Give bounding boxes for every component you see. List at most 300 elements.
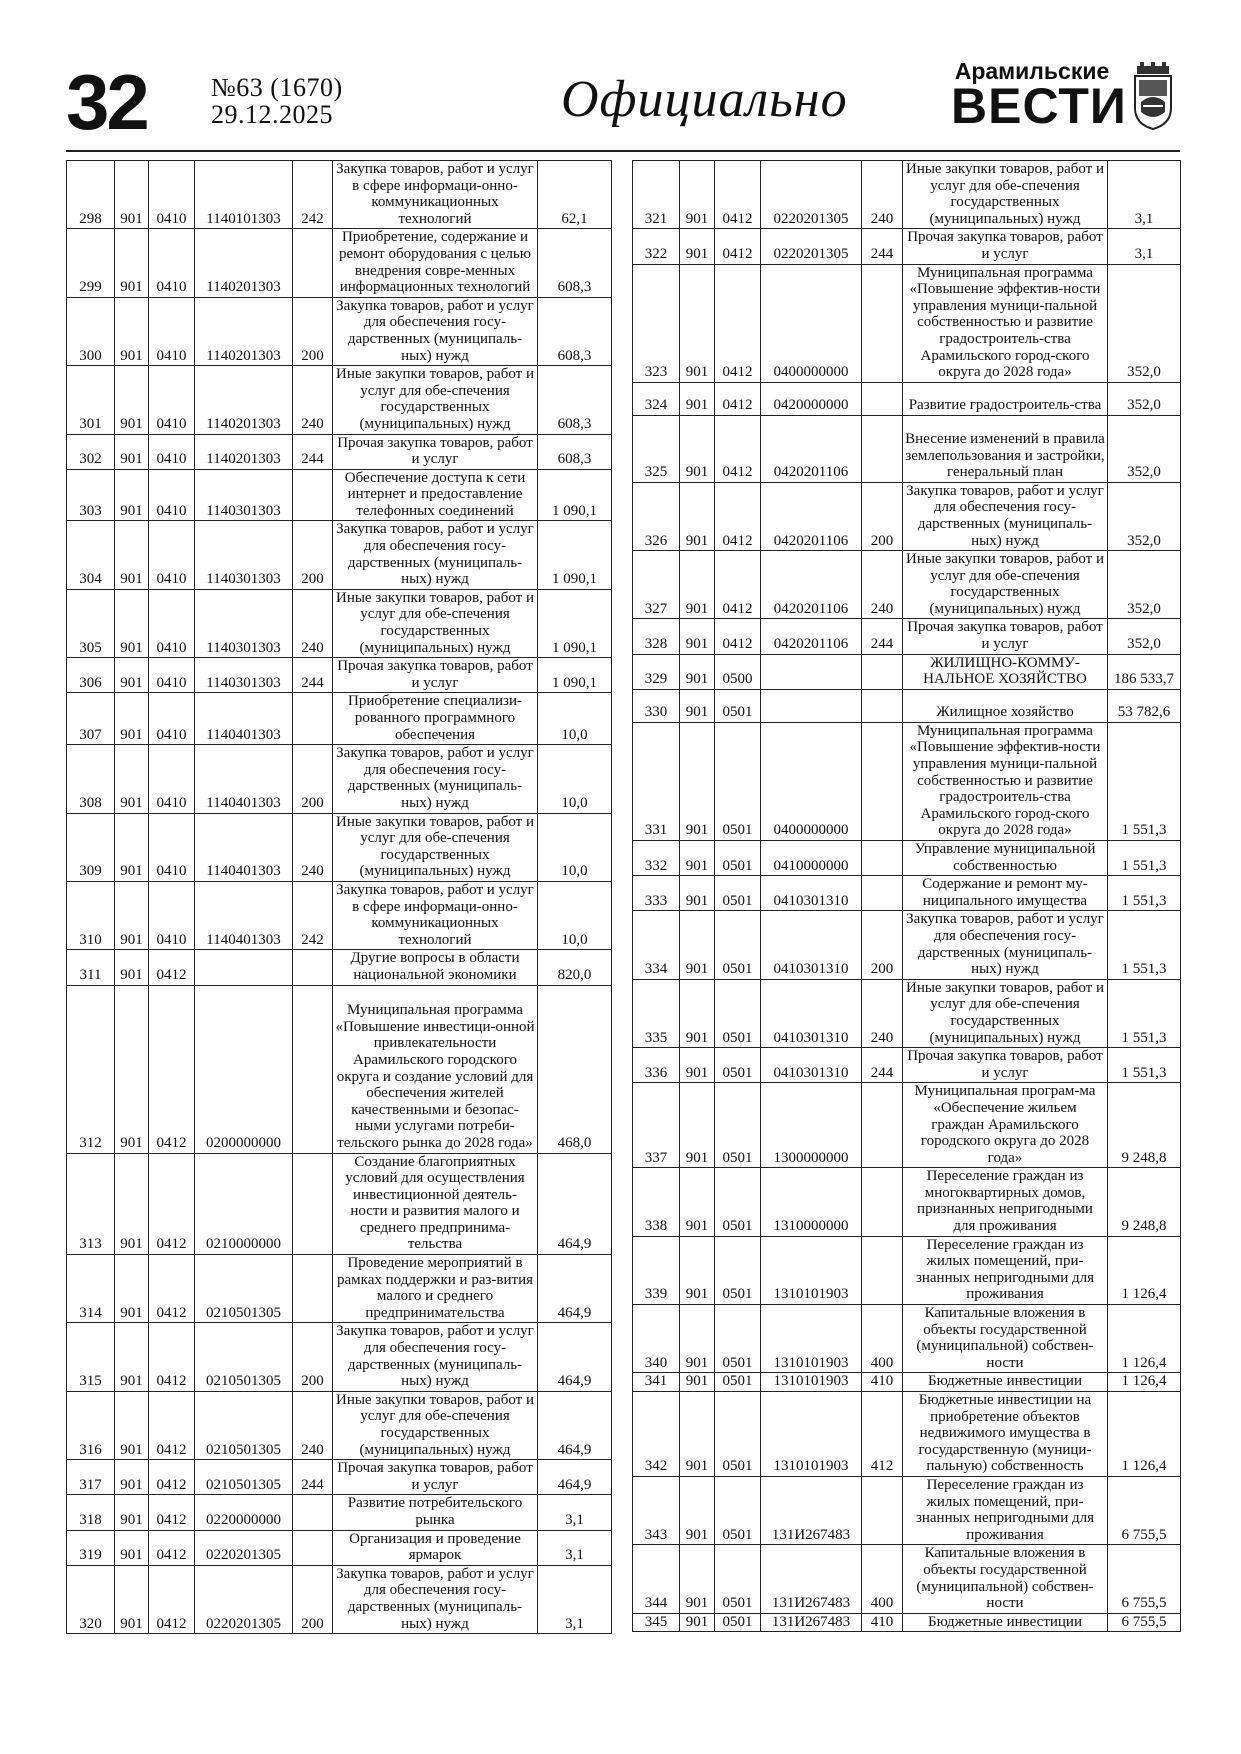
row-number: 317 <box>67 1460 115 1495</box>
target-code: 1310000000 <box>761 1168 862 1236</box>
target-code <box>195 950 293 985</box>
expense-type-code: 400 <box>862 1305 903 1373</box>
expense-type-code: 244 <box>293 658 333 693</box>
org-code: 901 <box>680 619 715 654</box>
amount: 1 126,4 <box>1108 1305 1181 1373</box>
expense-type-code: 200 <box>293 521 333 589</box>
amount: 820,0 <box>538 950 612 985</box>
item-name: Прочая закупка товаров, работ и услуг <box>333 434 538 469</box>
org-code: 901 <box>115 1391 149 1459</box>
section-code: 0412 <box>149 1530 195 1565</box>
section-code: 0410 <box>149 745 195 813</box>
amount: 1 126,4 <box>1108 1373 1181 1392</box>
amount: 1 090,1 <box>538 521 612 589</box>
amount: 1 126,4 <box>1108 1236 1181 1304</box>
amount: 1 126,4 <box>1108 1392 1181 1477</box>
page-number: 32 <box>66 58 147 146</box>
budget-table-left <box>66 160 612 1634</box>
table-row <box>67 1530 612 1565</box>
table-row <box>67 658 612 693</box>
row-number: 320 <box>67 1565 115 1633</box>
expense-type-code <box>862 264 903 382</box>
target-code: 131И267483 <box>761 1545 862 1613</box>
org-code: 901 <box>680 482 715 550</box>
target-code: 0420201106 <box>761 551 862 619</box>
section-code: 0501 <box>715 1373 761 1392</box>
item-name: Закупка товаров, работ и услуг для обеспечения госу-дарственных (муниципаль-ных) нужд <box>333 745 538 813</box>
target-code: 0400000000 <box>761 264 862 382</box>
section-code: 0412 <box>149 1565 195 1633</box>
section-code: 0501 <box>715 1048 761 1083</box>
table-row <box>633 229 1181 264</box>
expense-type-code <box>862 876 903 911</box>
target-code: 1140201303 <box>195 297 293 365</box>
amount: 1 551,3 <box>1108 876 1181 911</box>
amount: 464,9 <box>538 1460 612 1495</box>
item-name: Капитальные вложения в объекты государственной (муниципальной) собствен-ности <box>903 1545 1108 1613</box>
org-code: 901 <box>680 1392 715 1477</box>
org-code: 901 <box>680 979 715 1047</box>
target-code: 0220000000 <box>195 1495 293 1530</box>
item-name: Прочая закупка товаров, работ и услуг <box>333 1460 538 1495</box>
amount: 352,0 <box>1108 482 1181 550</box>
amount: 1 090,1 <box>538 658 612 693</box>
org-code: 901 <box>680 722 715 840</box>
amount: 186 533,7 <box>1108 654 1181 689</box>
row-number: 332 <box>633 841 680 876</box>
table-row <box>67 589 612 657</box>
table-row <box>67 985 612 1153</box>
table-row <box>633 1048 1181 1083</box>
table-row <box>67 521 612 589</box>
table-row <box>67 813 612 881</box>
row-number: 314 <box>67 1255 115 1323</box>
item-name: Иные закупки товаров, работ и услуг для обе-спечения государственных (муниципальных) нужд <box>903 161 1108 229</box>
target-code: 1140201303 <box>195 229 293 297</box>
expense-type-code: 410 <box>862 1373 903 1392</box>
org-code: 901 <box>115 1565 149 1633</box>
target-code: 1140301303 <box>195 469 293 521</box>
row-number: 321 <box>633 161 680 229</box>
org-code: 901 <box>680 876 715 911</box>
section-code: 0412 <box>149 1391 195 1459</box>
section-code: 0410 <box>149 693 195 745</box>
org-code: 901 <box>680 1613 715 1632</box>
item-name: Прочая закупка товаров, работ и услуг <box>903 229 1108 264</box>
row-number: 301 <box>67 366 115 434</box>
item-name: Муниципальная программа «Повышение эффектив-ности управления муници-пальной собственностью и развитие градостроитель-ства Арамильского город-ского округа до 2028 года» <box>903 264 1108 382</box>
target-code: 0400000000 <box>761 722 862 840</box>
target-code: 1310101903 <box>761 1392 862 1477</box>
section-code: 0501 <box>715 689 761 722</box>
item-name: Иные закупки товаров, работ и услуг для обе-спечения государственных (муниципальных) нужд <box>333 1391 538 1459</box>
amount: 352,0 <box>1108 415 1181 482</box>
org-code: 901 <box>115 745 149 813</box>
org-code: 901 <box>115 161 149 229</box>
item-name: Развитие градостроитель-ства <box>903 382 1108 415</box>
section-code: 0410 <box>149 589 195 657</box>
org-code: 901 <box>115 297 149 365</box>
expense-type-code: 244 <box>293 1460 333 1495</box>
org-code: 901 <box>680 1545 715 1613</box>
section-code: 0501 <box>715 1083 761 1168</box>
org-code: 901 <box>680 551 715 619</box>
section-code: 0412 <box>149 1153 195 1255</box>
row-number: 316 <box>67 1391 115 1459</box>
org-code: 901 <box>115 434 149 469</box>
section-code: 0412 <box>715 415 761 482</box>
expense-type-code <box>862 654 903 689</box>
table-row <box>67 1153 612 1255</box>
target-code: 1140301303 <box>195 521 293 589</box>
org-code: 901 <box>115 881 149 949</box>
section-code: 0412 <box>715 551 761 619</box>
org-code: 901 <box>115 1530 149 1565</box>
expense-type-code: 240 <box>293 813 333 881</box>
table-row <box>633 382 1181 415</box>
item-name: ЖИЛИЩНО-КОММУ-НАЛЬНОЕ ХОЗЯЙСТВО <box>903 654 1108 689</box>
amount: 62,1 <box>538 161 612 229</box>
item-name: Иные закупки товаров, работ и услуг для обе-спечения государственных (муниципальных) нужд <box>903 551 1108 619</box>
coat-of-arms-icon <box>1131 62 1175 130</box>
table-row <box>633 722 1181 840</box>
expense-type-code: 240 <box>862 551 903 619</box>
amount: 3,1 <box>538 1565 612 1633</box>
target-code: 0410301310 <box>761 979 862 1047</box>
expense-type-code: 200 <box>293 297 333 365</box>
amount: 464,9 <box>538 1255 612 1323</box>
table-row <box>633 161 1181 229</box>
section-code: 0412 <box>149 950 195 985</box>
row-number: 338 <box>633 1168 680 1236</box>
expense-type-code <box>862 382 903 415</box>
amount: 10,0 <box>538 693 612 745</box>
org-code: 901 <box>115 469 149 521</box>
section-code: 0412 <box>715 229 761 264</box>
row-number: 311 <box>67 950 115 985</box>
row-number: 303 <box>67 469 115 521</box>
row-number: 342 <box>633 1392 680 1477</box>
section-code: 0412 <box>149 1495 195 1530</box>
org-code: 901 <box>115 1255 149 1323</box>
table-row <box>67 1323 612 1391</box>
section-code: 0412 <box>149 1460 195 1495</box>
expense-type-code: 400 <box>862 1545 903 1613</box>
section-code: 0501 <box>715 1545 761 1613</box>
target-code: 1140301303 <box>195 589 293 657</box>
expense-type-code: 200 <box>293 1323 333 1391</box>
target-code: 1140201303 <box>195 366 293 434</box>
org-code: 901 <box>680 1083 715 1168</box>
target-code: 1140401303 <box>195 745 293 813</box>
item-name: Организация и проведение ярмарок <box>333 1530 538 1565</box>
target-code: 131И267483 <box>761 1613 862 1632</box>
header-rule <box>66 150 1180 152</box>
amount: 1 551,3 <box>1108 841 1181 876</box>
item-name: Прочая закупка товаров, работ и услуг <box>333 658 538 693</box>
org-code: 901 <box>115 1460 149 1495</box>
row-number: 344 <box>633 1545 680 1613</box>
expense-type-code: 240 <box>862 979 903 1047</box>
brand-name-top: Арамильские <box>954 58 1110 84</box>
row-number: 333 <box>633 876 680 911</box>
org-code: 901 <box>115 1153 149 1255</box>
section-code: 0412 <box>149 1323 195 1391</box>
amount: 352,0 <box>1108 551 1181 619</box>
table-row <box>633 1168 1181 1236</box>
expense-type-code <box>293 1530 333 1565</box>
section-code: 0410 <box>149 229 195 297</box>
amount: 3,1 <box>538 1530 612 1565</box>
section-code: 0501 <box>715 979 761 1047</box>
org-code: 901 <box>680 229 715 264</box>
item-name: Создание благоприятных условий для осуществления инвестиционной деятель-ности и развития малого и среднего предпринима-тельства <box>333 1153 538 1255</box>
org-code: 901 <box>115 1495 149 1530</box>
table-row <box>633 1613 1181 1632</box>
org-code: 901 <box>680 1048 715 1083</box>
row-number: 345 <box>633 1613 680 1632</box>
table-row <box>633 1392 1181 1477</box>
table-row <box>633 654 1181 689</box>
org-code: 901 <box>680 161 715 229</box>
expense-type-code <box>862 722 903 840</box>
table-row <box>633 1545 1181 1613</box>
table-row <box>67 950 612 985</box>
item-name: Иные закупки товаров, работ и услуг для обе-спечения государственных (муниципальных) нужд <box>333 813 538 881</box>
expense-type-code: 244 <box>862 1048 903 1083</box>
row-number: 306 <box>67 658 115 693</box>
section-code: 0410 <box>149 521 195 589</box>
org-code: 901 <box>680 841 715 876</box>
issue-date: 29.12.2025 <box>211 100 333 129</box>
target-code: 1140401303 <box>195 881 293 949</box>
row-number: 330 <box>633 689 680 722</box>
target-code: 0420000000 <box>761 382 862 415</box>
row-number: 324 <box>633 382 680 415</box>
section-code: 0410 <box>149 881 195 949</box>
item-name: Иные закупки товаров, работ и услуг для обе-спечения государственных (муниципальных) нужд <box>903 979 1108 1047</box>
table-row <box>67 881 612 949</box>
section-code: 0501 <box>715 1305 761 1373</box>
item-name: Иные закупки товаров, работ и услуг для обе-спечения государственных (муниципальных) нужд <box>333 589 538 657</box>
table-row <box>67 1255 612 1323</box>
item-name: Закупка товаров, работ и услуг для обеспечения госу-дарственных (муниципаль-ных) нужд <box>903 482 1108 550</box>
row-number: 336 <box>633 1048 680 1083</box>
target-code: 0210000000 <box>195 1153 293 1255</box>
row-number: 310 <box>67 881 115 949</box>
target-code: 0420201106 <box>761 482 862 550</box>
expense-type-code <box>293 469 333 521</box>
section-code: 0410 <box>149 297 195 365</box>
row-number: 328 <box>633 619 680 654</box>
target-code: 0210501305 <box>195 1391 293 1459</box>
amount: 6 755,5 <box>1108 1545 1181 1613</box>
item-name: Закупка товаров, работ и услуг в сфере информаци-онно-коммуникационных технологий <box>333 881 538 949</box>
target-code: 1140401303 <box>195 813 293 881</box>
table-row <box>633 415 1181 482</box>
row-number: 329 <box>633 654 680 689</box>
org-code: 901 <box>115 366 149 434</box>
row-number: 337 <box>633 1083 680 1168</box>
item-name: Закупка товаров, работ и услуг для обеспечения госу-дарственных (муниципаль-ных) нужд <box>333 297 538 365</box>
table-row <box>67 1495 612 1530</box>
amount: 6 755,5 <box>1108 1613 1181 1632</box>
section-code: 0410 <box>149 658 195 693</box>
amount: 9 248,8 <box>1108 1083 1181 1168</box>
item-name: Бюджетные инвестиции <box>903 1613 1108 1632</box>
amount: 10,0 <box>538 813 612 881</box>
amount: 1 551,3 <box>1108 979 1181 1047</box>
amount: 1 551,3 <box>1108 1048 1181 1083</box>
row-number: 318 <box>67 1495 115 1530</box>
org-code: 901 <box>680 1373 715 1392</box>
section-code: 0501 <box>715 911 761 979</box>
section-code: 0501 <box>715 1168 761 1236</box>
table-row <box>633 911 1181 979</box>
item-name: Бюджетные инвестиции <box>903 1373 1108 1392</box>
row-number: 308 <box>67 745 115 813</box>
section-code: 0412 <box>149 985 195 1153</box>
org-code: 901 <box>115 985 149 1153</box>
item-name: Закупка товаров, работ и услуг в сфере информаци-онно-коммуникационных технологий <box>333 161 538 229</box>
amount: 608,3 <box>538 434 612 469</box>
amount: 464,9 <box>538 1391 612 1459</box>
target-code: 0410000000 <box>761 841 862 876</box>
item-name: Муниципальная программа «Повышение инвестици-онной привлекательности Арамильского городского округа и создание условий для обеспечения жителей качественными и безопас-ными услугами потреби-тельского рынка до 2028 года» <box>333 985 538 1153</box>
expense-type-code: 200 <box>293 1565 333 1633</box>
org-code: 901 <box>115 813 149 881</box>
target-code: 1310101903 <box>761 1373 862 1392</box>
amount: 6 755,5 <box>1108 1476 1181 1544</box>
amount: 53 782,6 <box>1108 689 1181 722</box>
target-code: 1140101303 <box>195 161 293 229</box>
row-number: 313 <box>67 1153 115 1255</box>
amount: 1 090,1 <box>538 469 612 521</box>
row-number: 335 <box>633 979 680 1047</box>
expense-type-code <box>862 841 903 876</box>
item-name: Переселение граждан из жилых помещений, при-знанных непригодными для проживания <box>903 1236 1108 1304</box>
item-name: Жилищное хозяйство <box>903 689 1108 722</box>
section-code: 0412 <box>715 482 761 550</box>
table-row <box>67 161 612 229</box>
amount: 3,1 <box>1108 161 1181 229</box>
section-code: 0410 <box>149 469 195 521</box>
expense-type-code: 242 <box>293 881 333 949</box>
item-name: Внесение изменений в правила землепользования и застройки, генеральный план <box>903 415 1108 482</box>
org-code: 901 <box>680 264 715 382</box>
budget-table-right <box>632 160 1181 1632</box>
section-code: 0501 <box>715 1236 761 1304</box>
row-number: 326 <box>633 482 680 550</box>
section-code: 0501 <box>715 1613 761 1632</box>
item-name: Муниципальная программа «Повышение эффектив-ности управления муници-пальной собственностью и развитие градостроитель-ства Арамильского город-ского округа до 2028 года» <box>903 722 1108 840</box>
row-number: 299 <box>67 229 115 297</box>
org-code: 901 <box>680 382 715 415</box>
table-row <box>633 551 1181 619</box>
section-code: 0410 <box>149 366 195 434</box>
org-code: 901 <box>115 521 149 589</box>
target-code: 1140401303 <box>195 693 293 745</box>
item-name: Капитальные вложения в объекты государственной (муниципальной) собствен-ности <box>903 1305 1108 1373</box>
org-code: 901 <box>680 654 715 689</box>
org-code: 901 <box>115 1323 149 1391</box>
item-name: Прочая закупка товаров, работ и услуг <box>903 619 1108 654</box>
table-row <box>633 264 1181 382</box>
table-row <box>67 469 612 521</box>
amount: 464,9 <box>538 1153 612 1255</box>
target-code: 0410301310 <box>761 876 862 911</box>
item-name: Иные закупки товаров, работ и услуг для обе-спечения государственных (муниципальных) нужд <box>333 366 538 434</box>
table-row <box>67 434 612 469</box>
amount: 468,0 <box>538 985 612 1153</box>
target-code: 0420201106 <box>761 619 862 654</box>
item-name: Закупка товаров, работ и услуг для обеспечения госу-дарственных (муниципаль-ных) нужд <box>333 1323 538 1391</box>
target-code: 1300000000 <box>761 1083 862 1168</box>
item-name: Проведение мероприятий в рамках поддержки и раз-вития малого и среднего предпринимательства <box>333 1255 538 1323</box>
table-row <box>67 745 612 813</box>
table-row <box>67 297 612 365</box>
amount: 1 551,3 <box>1108 722 1181 840</box>
item-name: Приобретение, содержание и ремонт оборудования с целью внедрения совре-менных информационных технологий <box>333 229 538 297</box>
target-code: 1310101903 <box>761 1305 862 1373</box>
expense-type-code <box>293 229 333 297</box>
row-number: 322 <box>633 229 680 264</box>
expense-type-code <box>293 985 333 1153</box>
target-code: 1140201303 <box>195 434 293 469</box>
section-code: 0501 <box>715 876 761 911</box>
expense-type-code: 240 <box>293 1391 333 1459</box>
section-code: 0412 <box>715 264 761 382</box>
table-row <box>633 876 1181 911</box>
expense-type-code <box>293 950 333 985</box>
row-number: 325 <box>633 415 680 482</box>
target-code: 0420201106 <box>761 415 862 482</box>
table-row <box>633 979 1181 1047</box>
amount: 352,0 <box>1108 619 1181 654</box>
org-code: 901 <box>680 1168 715 1236</box>
expense-type-code: 240 <box>293 589 333 657</box>
table-row <box>67 1565 612 1633</box>
expense-type-code: 200 <box>862 482 903 550</box>
item-name: Переселение граждан из жилых помещений, при-знанных непригодными для проживания <box>903 1476 1108 1544</box>
row-number: 339 <box>633 1236 680 1304</box>
target-code: 0200000000 <box>195 985 293 1153</box>
target-code: 0410301310 <box>761 911 862 979</box>
item-name: Прочая закупка товаров, работ и услуг <box>903 1048 1108 1083</box>
issue-info <box>211 74 343 128</box>
section-code: 0412 <box>715 619 761 654</box>
section-code: 0501 <box>715 722 761 840</box>
target-code: 0220201305 <box>761 229 862 264</box>
expense-type-code <box>293 693 333 745</box>
row-number: 312 <box>67 985 115 1153</box>
expense-type-code: 244 <box>862 229 903 264</box>
row-number: 343 <box>633 1476 680 1544</box>
expense-type-code <box>862 1168 903 1236</box>
target-code: 1310101903 <box>761 1236 862 1304</box>
page-header <box>66 58 1180 148</box>
org-code: 901 <box>115 658 149 693</box>
expense-type-code <box>862 415 903 482</box>
amount: 352,0 <box>1108 264 1181 382</box>
table-row <box>633 841 1181 876</box>
row-number: 331 <box>633 722 680 840</box>
section-code: 0410 <box>149 434 195 469</box>
expense-type-code <box>862 1236 903 1304</box>
amount: 3,1 <box>538 1495 612 1530</box>
item-name: Бюджетные инвестиции на приобретение объектов недвижимого имущества в государственную (муници-пальную) собственность <box>903 1392 1108 1477</box>
row-number: 341 <box>633 1373 680 1392</box>
